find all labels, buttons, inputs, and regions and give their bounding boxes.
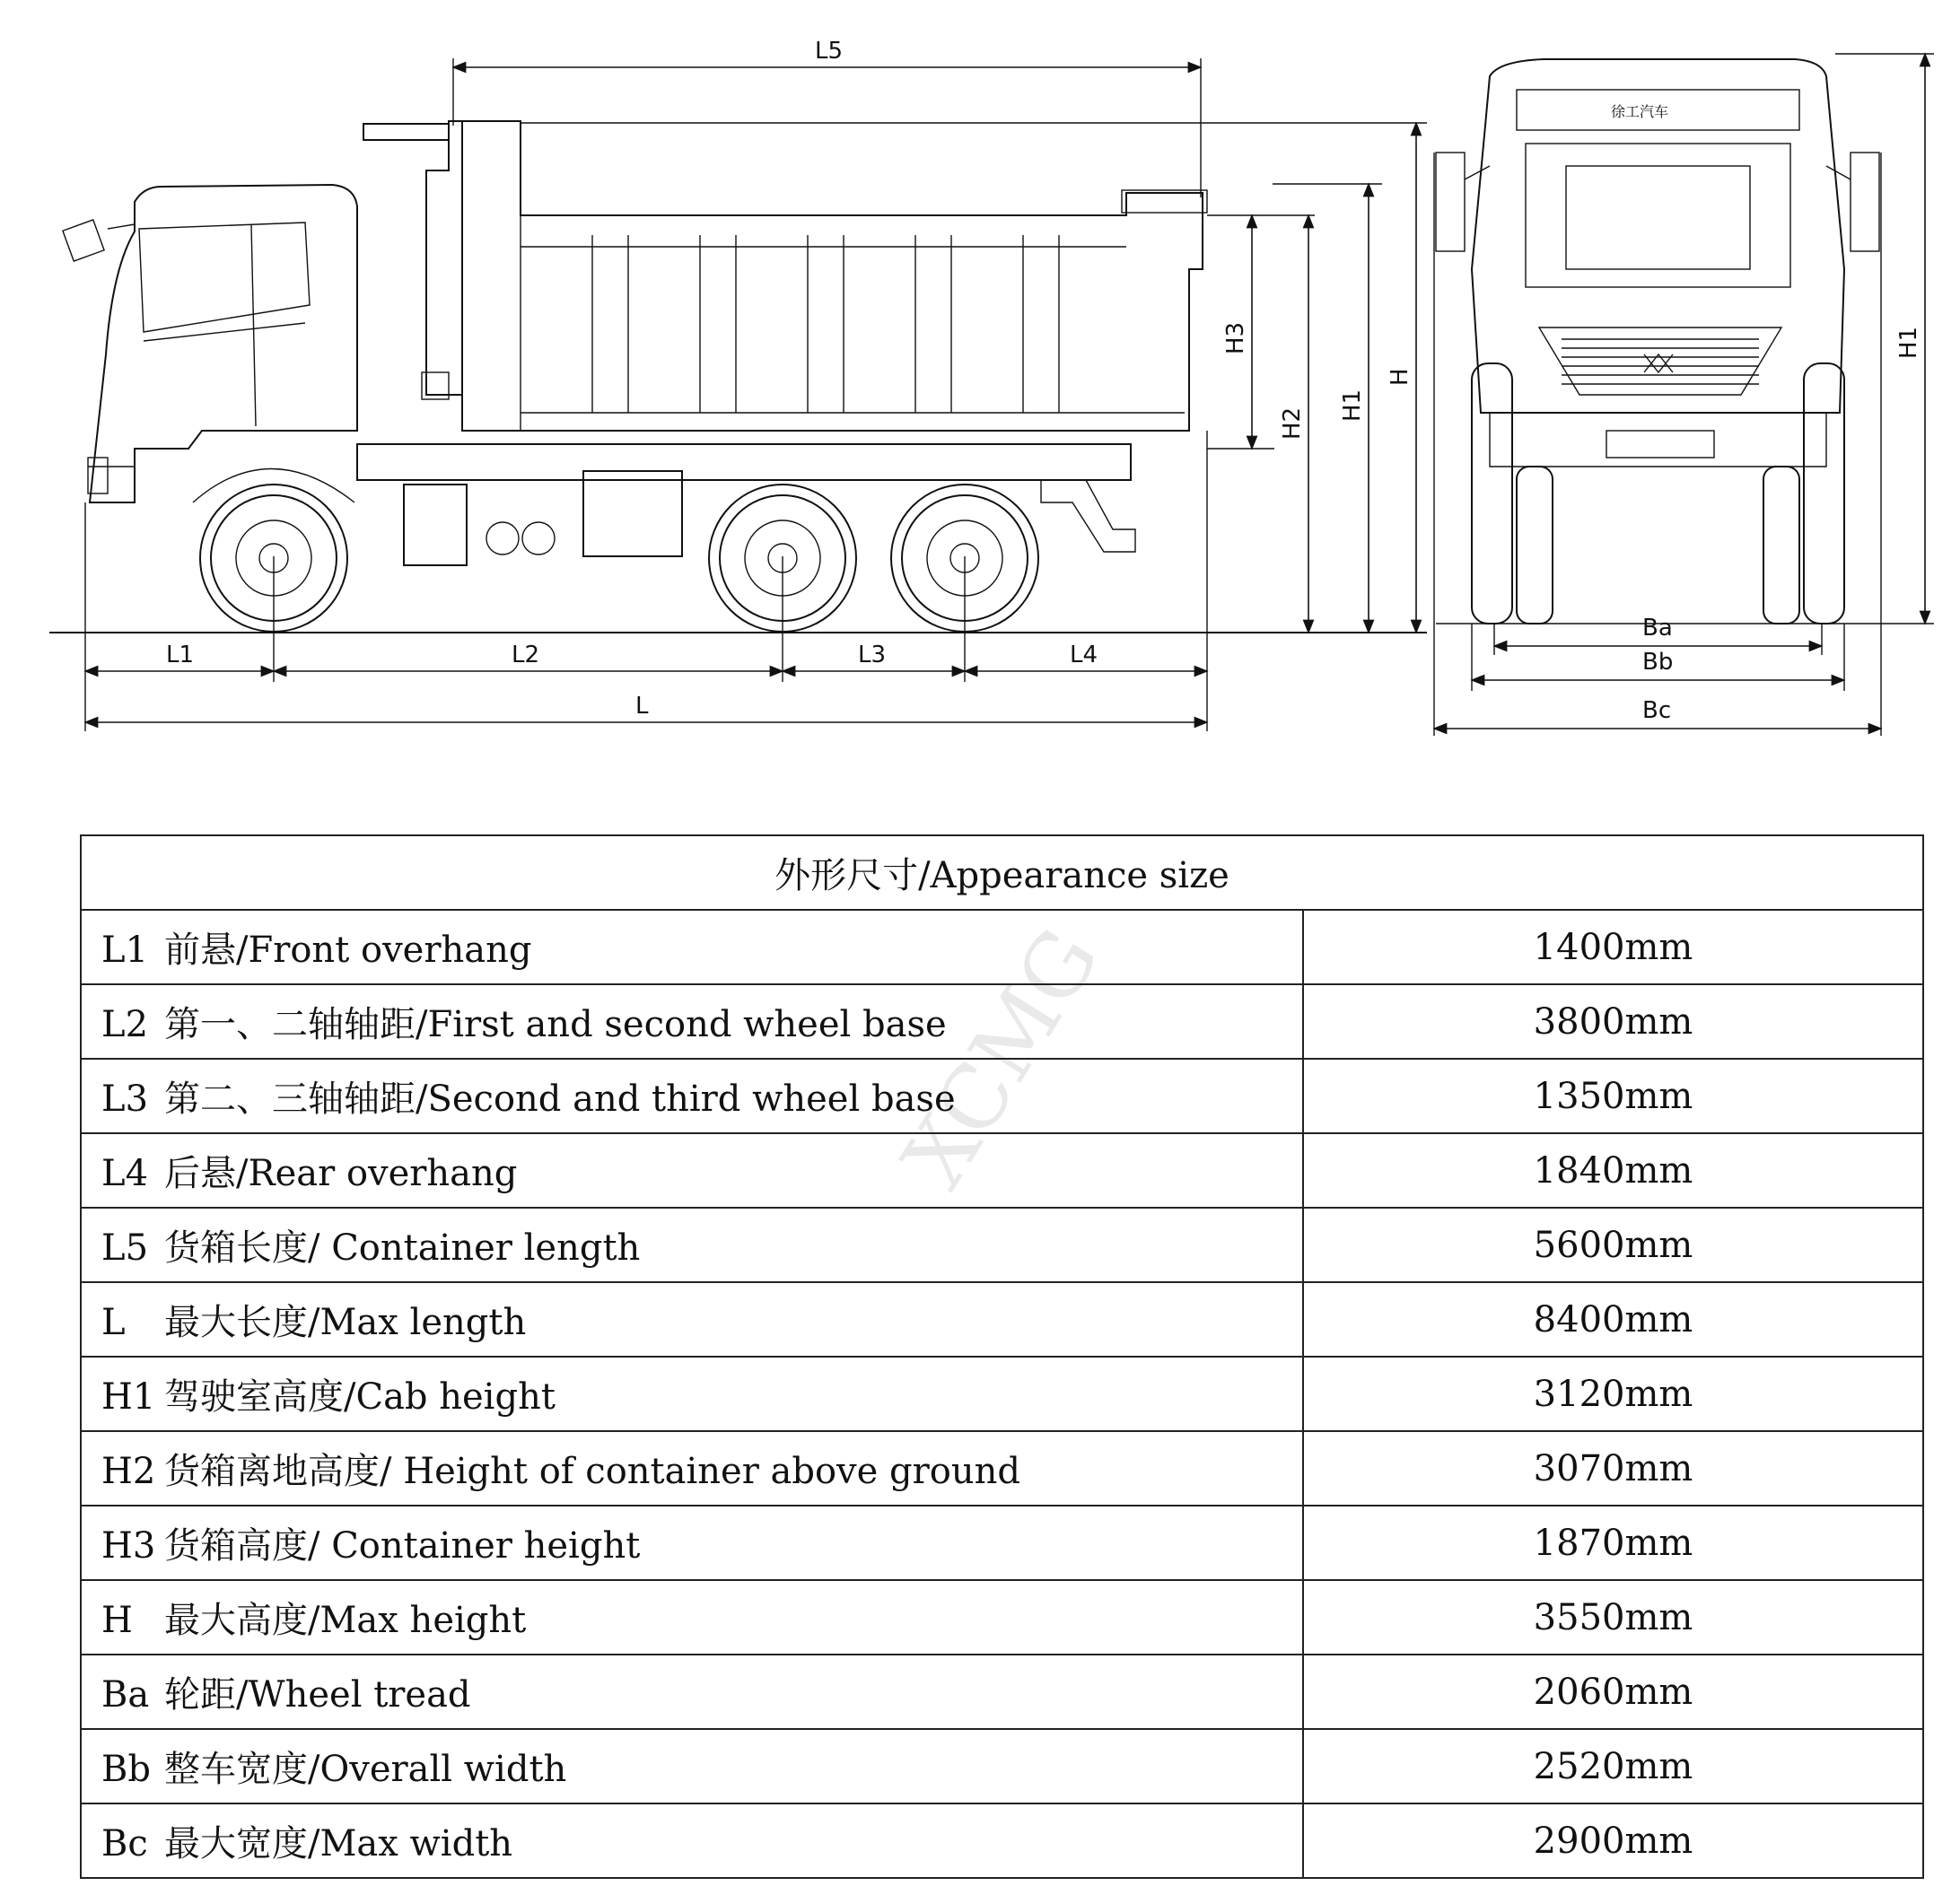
param-cell — [81, 1133, 1303, 1208]
param-code: H1 — [101, 1376, 156, 1418]
table-title: 外形尺寸/Appearance size — [81, 835, 1923, 910]
param-code: L1 — [101, 930, 149, 971]
param-label: 最大宽度/Max width — [164, 1823, 513, 1864]
param-cell — [81, 1357, 1303, 1431]
dim-label-l5: L5 — [815, 38, 844, 65]
param-value: 8400mm — [1303, 1282, 1923, 1357]
param-value: 3070mm — [1303, 1431, 1923, 1506]
param-code: Bc — [101, 1823, 148, 1864]
param-label: 后悬/Rear overhang — [164, 1153, 518, 1194]
table-body — [81, 910, 1923, 1878]
dim-label-front-h1: H1 — [1895, 326, 1922, 359]
param-cell — [81, 1431, 1303, 1506]
param-cell — [81, 1803, 1303, 1878]
table-row — [81, 1803, 1923, 1878]
param-value: 5600mm — [1303, 1208, 1923, 1282]
dim-label-h2: H2 — [1279, 406, 1306, 440]
param-code: H2 — [101, 1451, 156, 1492]
param-value: 2520mm — [1303, 1729, 1923, 1803]
table-row — [81, 1431, 1923, 1506]
param-label: 货箱长度/ Container length — [164, 1227, 641, 1269]
table-row — [81, 1133, 1923, 1208]
param-code: L5 — [101, 1227, 149, 1269]
param-cell — [81, 1580, 1303, 1655]
param-value: 1400mm — [1303, 910, 1923, 984]
param-value: 3800mm — [1303, 984, 1923, 1059]
param-label: 第二、三轴轴距/Second and third wheel base — [164, 1078, 956, 1120]
table-row — [81, 1729, 1923, 1803]
param-code: H — [101, 1600, 133, 1641]
table-title-row — [81, 835, 1923, 910]
param-value: 2900mm — [1303, 1803, 1923, 1878]
table-row — [81, 1357, 1923, 1431]
dim-label-bc: Bc — [1642, 697, 1672, 724]
table-row — [81, 1208, 1923, 1282]
table-row — [81, 1655, 1923, 1729]
table-row — [81, 1506, 1923, 1580]
param-value: 1350mm — [1303, 1059, 1923, 1133]
dim-label-l2: L2 — [512, 642, 540, 668]
dim-label-h3: H3 — [1222, 321, 1249, 354]
dim-label-l4: L4 — [1070, 642, 1098, 668]
table-row — [81, 1059, 1923, 1133]
param-code: H3 — [101, 1525, 156, 1567]
dim-label-h1: H1 — [1339, 389, 1366, 422]
param-label: 货箱高度/ Container height — [164, 1525, 641, 1567]
dim-label-ba: Ba — [1642, 615, 1673, 642]
param-code: L2 — [101, 1004, 149, 1045]
param-cell — [81, 910, 1303, 984]
side-view-truck — [49, 121, 1427, 633]
dim-label-h: H — [1387, 368, 1413, 386]
param-cell — [81, 984, 1303, 1059]
param-label: 驾驶室高度/Cab height — [164, 1376, 556, 1418]
param-label: 整车宽度/Overall width — [164, 1749, 567, 1790]
param-value: 1870mm — [1303, 1506, 1923, 1580]
watermark-text: XCMG — [883, 911, 1119, 1205]
param-code: Bb — [101, 1749, 151, 1790]
param-code: Ba — [101, 1674, 150, 1716]
table-row — [81, 910, 1923, 984]
param-label: 最大高度/Max height — [164, 1600, 527, 1641]
dim-label-bb: Bb — [1642, 649, 1674, 676]
param-value: 3120mm — [1303, 1357, 1923, 1431]
param-cell — [81, 1059, 1303, 1133]
param-code: L3 — [101, 1078, 149, 1120]
table-row — [81, 1580, 1923, 1655]
front-view-truck — [1436, 59, 1880, 624]
table-row — [81, 1282, 1923, 1357]
param-code: L4 — [101, 1153, 149, 1194]
param-value: 2060mm — [1303, 1655, 1923, 1729]
param-code: L — [101, 1302, 126, 1343]
param-cell — [81, 1282, 1303, 1357]
param-value: 1840mm — [1303, 1133, 1923, 1208]
param-label: 最大长度/Max length — [164, 1302, 527, 1343]
appearance-size-table — [80, 834, 1924, 1879]
param-label: 第一、二轴轴距/First and second wheel base — [164, 1004, 947, 1045]
param-cell — [81, 1208, 1303, 1282]
dim-label-l3: L3 — [858, 642, 887, 668]
param-label: 前悬/Front overhang — [164, 930, 532, 971]
param-label: 轮距/Wheel tread — [164, 1674, 471, 1716]
param-label: 货箱离地高度/ Height of container above ground — [164, 1451, 1020, 1492]
param-cell — [81, 1506, 1303, 1580]
table-row — [81, 984, 1923, 1059]
param-cell — [81, 1655, 1303, 1729]
param-cell — [81, 1729, 1303, 1803]
dim-label-l: L — [635, 693, 649, 720]
front-brand-badge: 徐工汽车 — [1611, 103, 1669, 120]
param-value: 3550mm — [1303, 1580, 1923, 1655]
dim-label-l1: L1 — [166, 642, 195, 668]
